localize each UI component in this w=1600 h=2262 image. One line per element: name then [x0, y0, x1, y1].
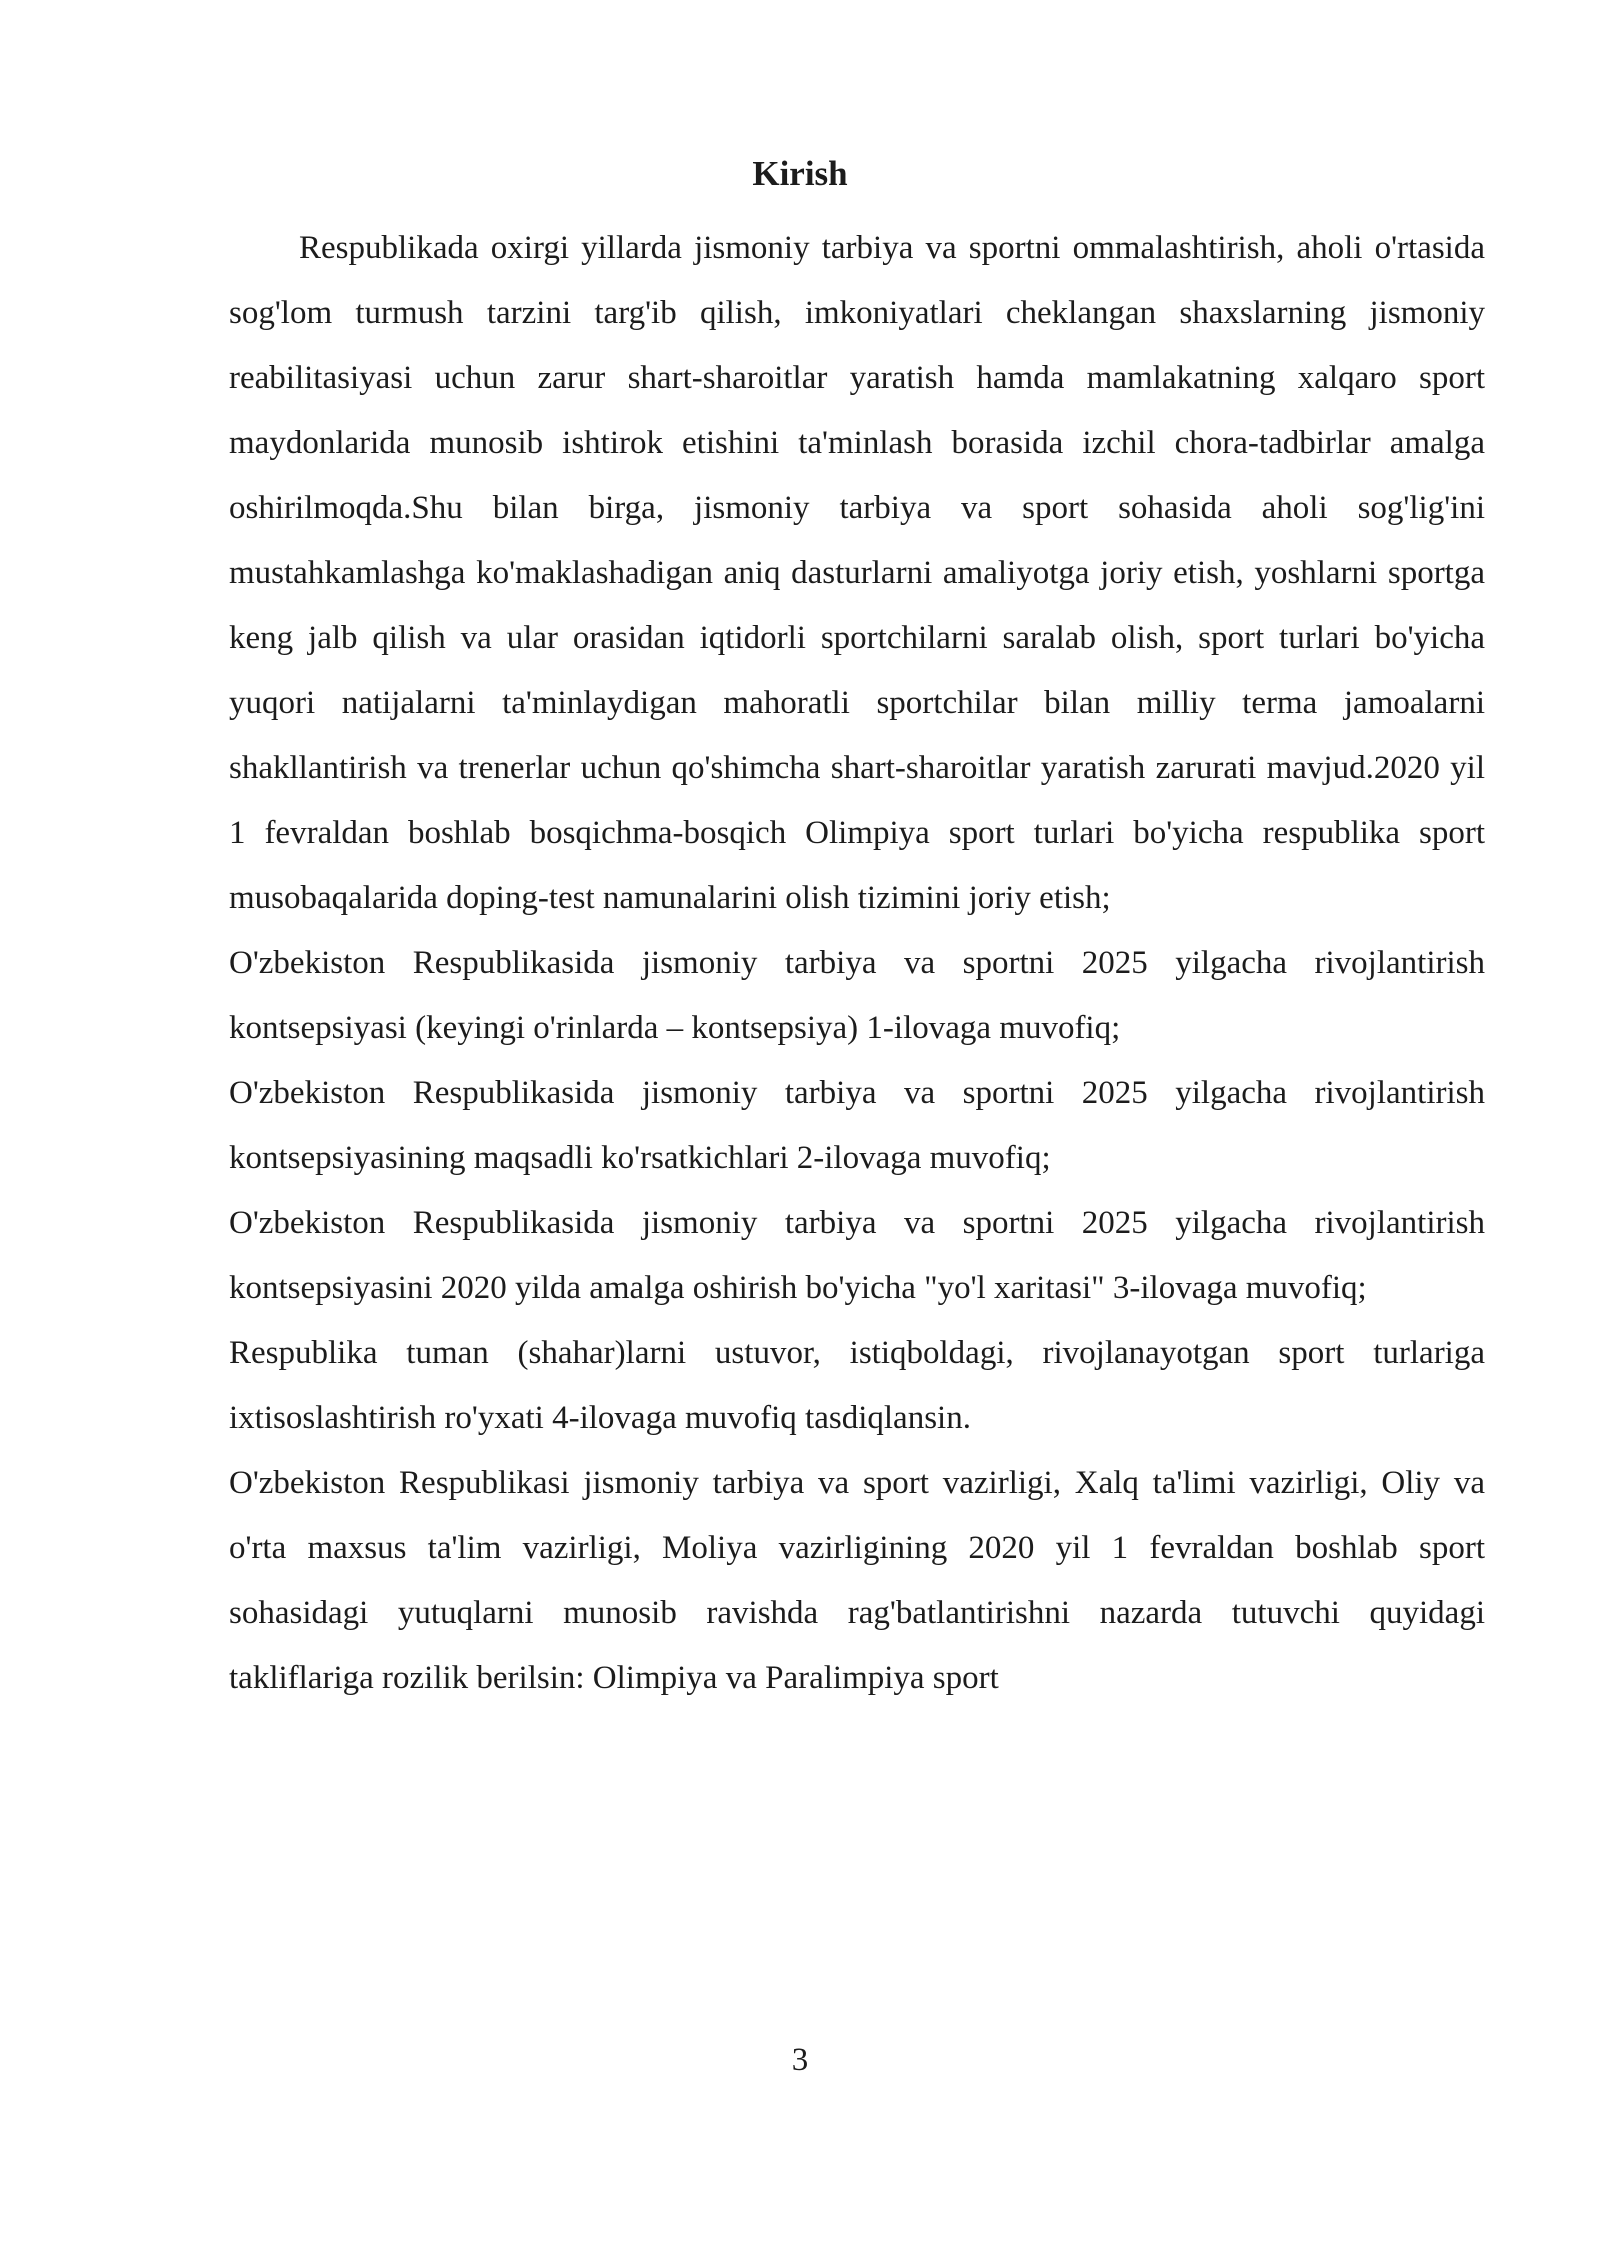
list-item-concept: O'zbekiston Respublikasida jismoniy tarbiya va sportni 2025 yilgacha rivojlantirish kontsepsiyasi (keyingi o'rinlarda – kontsepsiya) 1-ilovaga muvofiq;	[229, 945, 1485, 1046]
ministry-paragraph: O'zbekiston Respublikasi jismoniy tarbiya va sport vazirligi, Xalq ta'limi vazirligi, Oliy va o'rta maxsus ta'lim vazirligi, Moliya vazirligining 2020 yil 1 fevraldan boshlab sport sohasidagi yutuqlarni munosib ravishda rag'batlantirishni nazarda tutuvchi quyidagi takliflariga rozilik berilsin: Olimpiya va Paralimpiya sport	[229, 1465, 1485, 1696]
body-text	[229, 216, 1485, 1711]
list-item-indicators: O'zbekiston Respublikasida jismoniy tarbiya va sportni 2025 yilgacha rivojlantirish kontsepsiyasining maqsadli ko'rsatkichlari 2-ilovaga muvofiq;	[229, 1075, 1485, 1176]
intro-paragraph: Respublikada oxirgi yillarda jismoniy tarbiya va sportni ommalashtirish, aholi o'rtasida sog'lom turmush tarzini targ'ib qilish, imkoniyatlari cheklangan shaxslarning jismoniy reabilitasiyasi uchun zarur shart-sharoitlar yaratish hamda mamlakatning xalqaro sport maydonlarida munosib ishtirok etishini ta'minlash borasida izchil chora-tadbirlar amalga oshirilmoqda.Shu bilan birga, jismoniy tarbiya va sport sohasida aholi sog'lig'ini mustahkamlashga ko'maklashadigan aniq dasturlarni amaliyotga joriy etish, yoshlarni sportga keng jalb qilish va ular orasidan iqtidorli sportchilarni saralab olish, sport turlari bo'yicha yuqori natijalarni ta'minlaydigan mahoratli sportchilar bilan milliy terma jamoalarni shakllantirish va trenerlar uchun qo'shimcha shart-sharoitlar yaratish zarurati mavjud.2020 yil 1 fevraldan boshlab bosqichma-bosqich Olimpiya sport turlari bo'yicha respublika sport musobaqalarida doping-test namunalarini olish tizimini joriy etish;	[229, 230, 1485, 916]
section-heading: Kirish	[752, 154, 848, 193]
list-item-roadmap: O'zbekiston Respublikasida jismoniy tarbiya va sportni 2025 yilgacha rivojlantirish kontsepsiyasini 2020 yilda amalga oshirish bo'yicha "yo'l xaritasi" 3-ilovaga muvofiq;	[229, 1205, 1485, 1306]
list-item-districts: Respublika tuman (shahar)larni ustuvor, istiqboldagi, rivojlanayotgan sport turlariga ixtisoslashtirish ro'yxati 4-ilovaga muvofiq tasdiqlansin.	[229, 1335, 1485, 1436]
page-number: 3	[791, 2042, 809, 2078]
